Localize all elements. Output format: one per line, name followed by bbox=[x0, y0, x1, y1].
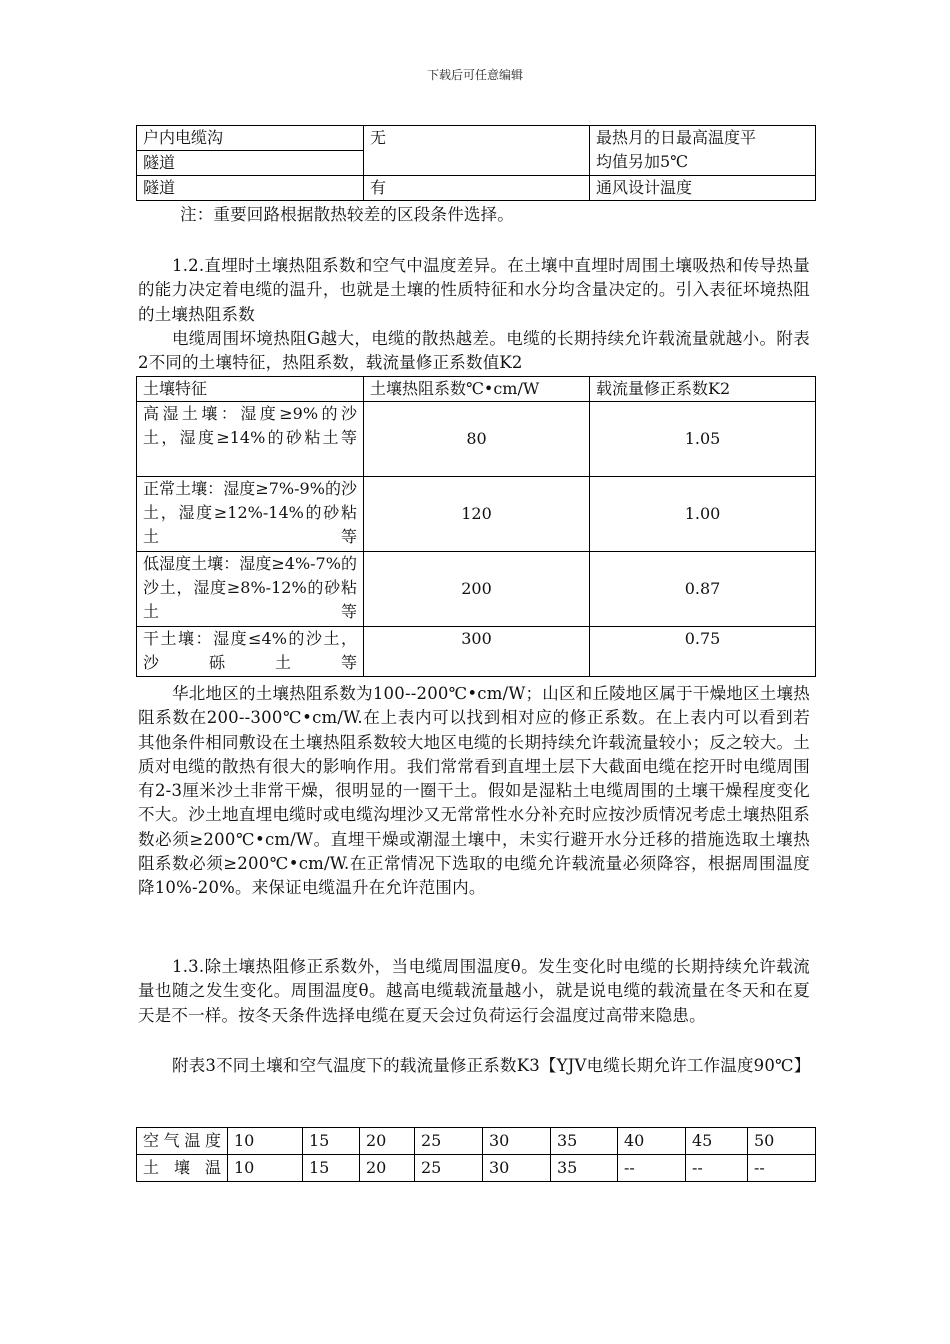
table-cell: 25 bbox=[415, 1155, 483, 1182]
table-cell: 隧道 bbox=[137, 151, 364, 176]
table-cell: 20 bbox=[360, 1155, 415, 1182]
row-label: 土壤温 bbox=[137, 1155, 228, 1182]
table-cell: 无 bbox=[364, 126, 590, 176]
k2-cell: 0.87 bbox=[590, 552, 816, 627]
table-cell bbox=[590, 126, 816, 176]
table-row bbox=[137, 126, 816, 151]
soil-feature-cell: 干土壤：湿度≤4%的沙土，沙砾土等 bbox=[137, 627, 364, 677]
paragraph-1-3: 1.3.除土壤热阻修正系数外，当电缆周围温度θ。发生变化时电缆的长期持续允许载流量也随之发生变化。周围温度θ。越高电缆载流量越小，就是说电缆的载流量在冬天和在夏天是不一样。按冬天条件选择电缆在夏天会过负荷运行会温度过高带来隐患。 bbox=[138, 957, 810, 1025]
resistivity-cell: 200 bbox=[364, 552, 590, 627]
table-cell: -- bbox=[686, 1155, 748, 1182]
paragraph-1-2: 1.2.直埋时土壤热阻系数和空气中温度差异。在土壤中直埋时周围土壤吸热和传导热量的能力决定着电缆的温升，也就是土壤的性质特征和水分均含量决定的。引入表征坏境热阻的土壤热阻系数 bbox=[138, 256, 810, 324]
table-cell: 20 bbox=[360, 1128, 415, 1155]
table-cell: 30 bbox=[483, 1128, 551, 1155]
table-cell-text: 均值另加5℃ bbox=[596, 152, 689, 171]
table-cell: 通风设计温度 bbox=[590, 176, 816, 201]
paragraph-north-china: 华北地区的土壤热阻系数为100--200℃•cm/W；山区和丘陵地区属于干燥地区土壤热阻系数在200--300℃•cm/W.在上表内可以找到相对应的修正系数。在上表内可以看到若其他条件相同敷设在土壤热阻系数较大地区电缆的长期持续允许载流量较小；反之较大。土质对电缆的散热有很大的影响作用。我们常常看到直埋土层下大截面电缆在挖开时电缆周围有2-3厘米沙土非常干燥，很明显的一圈干土。假如是湿粘土电缆周围的土壤干燥程度变化不大。沙土地直埋电缆时或电缆沟埋沙又无常常性水分补充时应按沙质情况考虑土壤热阻系数必须≥200℃•cm/W。直埋干燥或潮湿土壤中，未实行避开水分迁移的措施选取土壤热阻系数必须≥200℃•cm/W.在正常情况下选取的电缆允许载流量必须降容，根据周围温度降10%-20%。来保证电缆温升在允许范围内。 bbox=[138, 684, 810, 898]
temperature-k3-table bbox=[136, 1127, 816, 1182]
ambient-temp-table bbox=[136, 125, 816, 201]
table-cell: 40 bbox=[618, 1128, 686, 1155]
page-header: 下载后可任意编辑 bbox=[426, 68, 523, 82]
table-cell: 35 bbox=[551, 1155, 618, 1182]
soil-feature-cell: 正常土壤：湿度≥7%-9%的沙土，湿度≥12%-14%的砂粘土等 bbox=[137, 477, 364, 552]
resistivity-cell: 300 bbox=[364, 627, 590, 677]
column-header: 土壤热阻系数℃•cm/W bbox=[364, 377, 590, 402]
note: 注：重要回路根据散热较差的区段条件选择。 bbox=[180, 205, 514, 224]
table-cell: 15 bbox=[303, 1128, 360, 1155]
table-cell: 30 bbox=[483, 1155, 551, 1182]
soil-feature-cell: 低湿度土壤：湿度≥4%-7%的沙土，湿度≥8%-12%的砂粘土等 bbox=[137, 552, 364, 627]
table-cell: 10 bbox=[228, 1128, 303, 1155]
k2-cell: 1.05 bbox=[590, 402, 816, 477]
row-label: 空气温度 bbox=[137, 1128, 228, 1155]
resistivity-cell: 80 bbox=[364, 402, 590, 477]
table-cell: 25 bbox=[415, 1128, 483, 1155]
table-cell: 45 bbox=[686, 1128, 748, 1155]
table-cell: 户内电缆沟 bbox=[137, 126, 364, 151]
table-cell: 50 bbox=[748, 1128, 816, 1155]
table-cell: -- bbox=[618, 1155, 686, 1182]
table-cell: 15 bbox=[303, 1155, 360, 1182]
table-row bbox=[137, 627, 816, 677]
table-row bbox=[137, 176, 816, 201]
table-header-row bbox=[137, 377, 816, 402]
table-cell: 10 bbox=[228, 1155, 303, 1182]
column-header: 土壤特征 bbox=[137, 377, 364, 402]
table-row bbox=[137, 1155, 816, 1182]
k2-cell: 0.75 bbox=[590, 627, 816, 677]
column-header: 载流量修正系数K2 bbox=[590, 377, 816, 402]
table-cell: 35 bbox=[551, 1128, 618, 1155]
table-row bbox=[137, 402, 816, 477]
table-row bbox=[137, 1128, 816, 1155]
table-cell: 隧道 bbox=[137, 176, 364, 201]
soil-feature-cell: 高湿土壤：湿度≥9%的沙土，湿度≥14%的砂粘土等 bbox=[137, 402, 364, 477]
table-cell: -- bbox=[748, 1155, 816, 1182]
soil-resistivity-table bbox=[136, 376, 816, 677]
resistivity-cell: 120 bbox=[364, 477, 590, 552]
table-cell: 有 bbox=[364, 176, 590, 201]
table-cell-text: 最热月的日最高温度平 bbox=[596, 128, 757, 147]
table-row bbox=[137, 552, 816, 627]
paragraph-k2-intro: 电缆周围坏境热阻G越大，电缆的散热越差。电缆的长期持续允许载流量就越小。附表2不同的土壤特征，热阻系数，载流量修正系数值K2 bbox=[138, 329, 810, 373]
table-row bbox=[137, 477, 816, 552]
paragraph-k3-intro: 附表3不同土壤和空气温度下的载流量修正系数K3【YJV电缆长期允许工作温度90℃】 bbox=[172, 1056, 811, 1075]
k2-cell: 1.00 bbox=[590, 477, 816, 552]
